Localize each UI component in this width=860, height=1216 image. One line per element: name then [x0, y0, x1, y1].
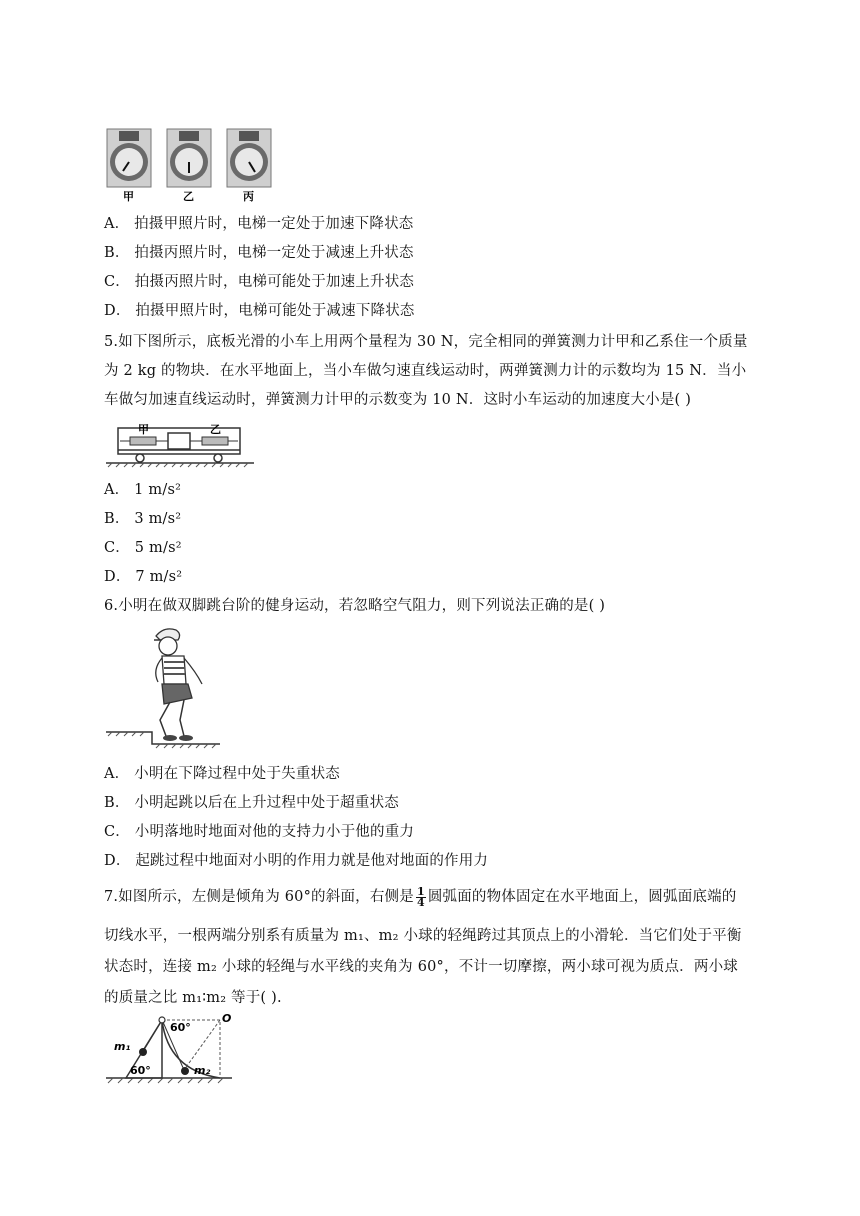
q6-stem: 6.小明在做双脚跳台阶的健身运动，若忽略空气阻力，则下列说法正确的是( )	[104, 598, 606, 614]
label-m1: m₁	[114, 1040, 131, 1053]
q6-option-d: D． 起跳过程中地面对小明的作用力就是他对地面的作用力	[104, 853, 489, 869]
q5-stem-line1: 5.如下图所示，底板光滑的小车上用两个量程为 30 N，完全相同的弹簧测力计甲和乙系住一个质量	[104, 334, 748, 350]
q4-option-b: B． 拍摄丙照片时，电梯一定处于减速上升状态	[104, 245, 414, 261]
quarter-fraction	[416, 884, 426, 909]
label-jia: 甲	[123, 190, 134, 203]
fraction-numerator: 1	[416, 884, 425, 898]
q6-option-b: B． 小明起跳以后在上升过程中处于超重状态	[104, 795, 399, 811]
fraction-denominator: 4	[416, 895, 425, 909]
q5-stem-line2: 为 2 kg 的物块．在水平地面上，当小车做匀速直线运动时，两弹簧测力计的示数均为 15 N．当小	[104, 363, 747, 379]
q7-stem-part2: 圆弧面的物体固定在水平地面上，圆弧面底端的	[427, 889, 737, 905]
ball-m1	[139, 1048, 147, 1056]
spring-jia	[120, 437, 168, 445]
q5-option-b: B． 3 m/s²	[104, 511, 182, 527]
q4-option-c: C． 拍摄丙照片时，电梯可能处于加速上升状态	[104, 274, 415, 290]
q7-stem-line1	[104, 886, 737, 908]
label-jia-5: 甲	[138, 423, 149, 436]
q4-option-d: D． 拍摄甲照片时，电梯可能处于减速下降状态	[104, 303, 415, 319]
q7-stem-part1: 7.如图所示，左侧是倾角为 60°的斜面，右侧是	[104, 889, 414, 905]
label-m2: m₂	[194, 1064, 211, 1077]
label-angle-base: 60°	[130, 1064, 151, 1077]
q7-stem-line2: 切线水平，一根两端分别系有质量为 m₁、m₂ 小球的轻绳跨过其顶点上的小滑轮．当它们处于平衡	[104, 928, 742, 944]
ball-m2	[181, 1067, 189, 1075]
q5-option-c: C． 5 m/s²	[104, 540, 182, 556]
label-bing: 丙	[243, 190, 254, 203]
q7-stem-line4: 的质量之比 m₁∶m₂ 等于( ).	[104, 990, 282, 1006]
label-yi: 乙	[183, 190, 194, 203]
scale-photo-jia	[107, 129, 151, 187]
spring-yi	[190, 437, 238, 445]
q5-option-d: D． 7 m/s²	[104, 569, 183, 585]
boy-jump-figure	[104, 624, 224, 750]
q5-stem-line3: 车做匀加速直线运动时，弹簧测力计甲的示数变为 10 N．这时小车运动的加速度大小是( )	[104, 392, 692, 408]
scale-photos-figure	[104, 126, 276, 204]
boy-illustration	[154, 629, 202, 741]
q6-option-a: A． 小明在下降过程中处于失重状态	[104, 766, 340, 782]
q4-option-a: A． 拍摄甲照片时，电梯一定处于加速下降状态	[104, 216, 414, 232]
label-angle-top: 60°	[170, 1021, 191, 1034]
label-o: O	[222, 1014, 232, 1025]
label-yi-5: 乙	[210, 423, 221, 436]
incline-arc-figure	[104, 1014, 234, 1086]
q5-option-a: A． 1 m/s²	[104, 482, 182, 498]
scale-photo-yi	[167, 129, 211, 187]
q7-stem-line3: 状态时，连接 m₂ 小球的轻绳与水平线的夹角为 60°，不计一切摩擦，两小球可视为质点．两小球	[104, 959, 738, 975]
cart-spring-figure	[104, 420, 256, 468]
scale-photo-bing	[227, 129, 271, 187]
q6-option-c: C． 小明落地时地面对他的支持力小于他的重力	[104, 824, 415, 840]
